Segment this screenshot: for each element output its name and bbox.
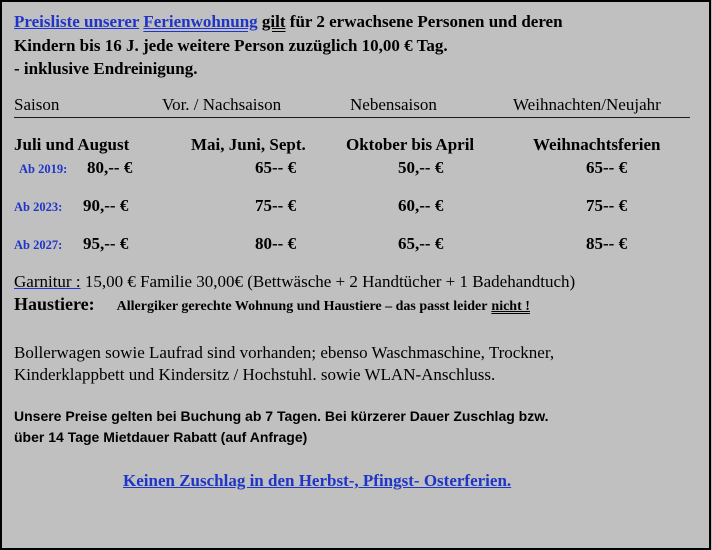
price-cell: 90,-- € xyxy=(83,196,129,215)
terms-line-1: Unsere Preise gelten bei Buchung ab 7 Tagen. Bei kürzerer Dauer Zuschlag bzw. xyxy=(14,408,549,424)
season-header-underline xyxy=(14,117,690,118)
intro-line-2: Kindern bis 16 J. jede weitere Person zuzüglich 10,00 € Tag. xyxy=(14,36,448,55)
haustiere-text: Allergiker gerechte Wohnung und Haustiere – das passt leider xyxy=(116,299,488,314)
haustiere-line xyxy=(14,294,530,315)
price-cell: 65-- € xyxy=(586,158,628,177)
amenities-line-1: Bollerwagen sowie Laufrad sind vorhanden; ebenso Waschmaschine, Trockner, xyxy=(14,343,555,362)
price-cell: 75-- € xyxy=(255,196,297,215)
months-okt-april: Oktober bis April xyxy=(346,135,475,154)
price-cell: 50,-- € xyxy=(398,158,444,177)
garnitur-text: 15,00 € Familie 30,00€ (Bettwäsche + 2 Handtücher + 1 Badehandtuch) xyxy=(80,272,576,291)
price-row-label: Ab 2027: xyxy=(14,238,63,252)
haustiere-emph: nicht ! xyxy=(491,299,530,314)
price-cell: 80,-- € xyxy=(87,158,133,177)
months-mai-sept: Mai, Juni, Sept. xyxy=(191,135,306,154)
season-header-saison: Saison xyxy=(14,95,60,114)
haustiere-label: Haustiere: xyxy=(14,294,95,314)
price-cell: 95,-- € xyxy=(83,234,129,253)
footer-note: Keinen Zuschlag in den Herbst-, Pfingst- Osterferien. xyxy=(123,471,512,490)
price-cell: 80-- € xyxy=(255,234,297,253)
months-weihnachtsferien: Weihnachtsferien xyxy=(533,135,661,154)
price-cell: 85-- € xyxy=(586,234,628,253)
price-cell: 65,-- € xyxy=(398,234,444,253)
price-row-label: Ab 2023: xyxy=(14,200,63,214)
intro-ferienwohnung: Ferienwohnung xyxy=(143,12,258,31)
price-cell: 65-- € xyxy=(255,158,297,177)
intro-rest: für 2 erwachsene Personen und deren xyxy=(289,12,563,31)
months-juli-august: Juli und August xyxy=(14,135,130,154)
price-row-label: Ab 2019: xyxy=(19,162,68,176)
garnitur-line xyxy=(14,272,575,292)
terms-line-2: über 14 Tage Mietdauer Rabatt (auf Anfrage) xyxy=(14,429,308,445)
season-header-vor-nach: Vor. / Nachsaison xyxy=(162,95,282,114)
garnitur-label: Garnitur : xyxy=(14,272,81,291)
season-header-neben: Nebensaison xyxy=(350,95,437,114)
intro-line-1 xyxy=(14,12,563,32)
price-cell: 75-- € xyxy=(586,196,628,215)
intro-gilt: gilt xyxy=(261,12,286,31)
price-cell: 60,-- € xyxy=(398,196,444,215)
amenities-line-2: Kinderklappbett und Kindersitz / Hochstuhl. sowie WLAN-Anschluss. xyxy=(14,365,496,384)
season-header-weihnachten: Weihnachten/Neujahr xyxy=(513,95,661,114)
intro-title: Preisliste unserer xyxy=(14,12,140,31)
intro-line-3: - inklusive Endreinigung. xyxy=(14,59,198,78)
